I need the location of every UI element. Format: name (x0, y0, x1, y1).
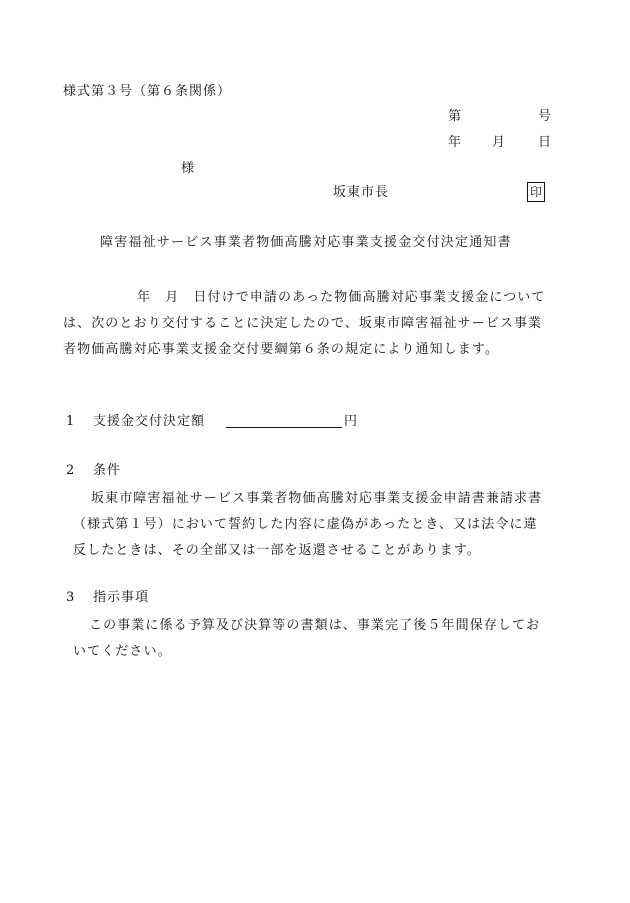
section-3-line-2: いてください。 (73, 644, 172, 659)
document-number-suffix: 号 (538, 109, 552, 124)
document-number-prefix: 第 (448, 109, 462, 124)
seal-mark: 印 (527, 182, 545, 202)
addressee-honorific: 様 (181, 161, 195, 176)
date-day-label: 日 (538, 135, 552, 150)
section-1-title: 支援金交付決定額 (93, 414, 206, 429)
section-3-title: 指示事項 (93, 590, 150, 605)
section-2-title: 条件 (93, 463, 122, 478)
intro-line-3: 者物価高騰対応事業支援金交付要綱第６条の規定により通知します。 (63, 342, 500, 357)
section-1-number: 1 (66, 414, 75, 429)
section-2-line-1: 坂東市障害福祉サービス事業者物価高騰対応事業支援金申請書兼請求書 (91, 491, 543, 506)
section-3-line-1: この事業に係る予算及び決算等の書類は、事業完了後５年間保存してお (89, 618, 541, 633)
amount-unit: 円 (344, 414, 358, 429)
section-2-paragraph (63, 486, 573, 564)
amount-blank-line (226, 427, 342, 428)
section-3-paragraph (63, 613, 573, 665)
intro-line-1: 年 月 日付けで申請のあった物価高騰対応事業支援金について (137, 290, 546, 305)
date-month-label: 月 (492, 135, 506, 150)
section-2-line-2: （様式第１号）において誓約した内容に虚偽があったとき、又は法令に違 (73, 517, 538, 532)
intro-paragraph (63, 285, 573, 363)
document-title: 障害福祉サービス事業者物価高騰対応事業支援金交付決定通知書 (100, 235, 512, 250)
form-label: 様式第３号（第６条関係） (63, 84, 232, 99)
intro-line-2: は、次のとおり交付することに決定したので、坂東市障害福祉サービス事業 (63, 316, 543, 331)
section-3-number: 3 (66, 590, 75, 605)
section-2-line-3: 反したときは、その全部又は一部を返還させることがあります。 (73, 543, 481, 558)
sender-name: 坂東市長 (333, 185, 390, 200)
date-year-label: 年 (448, 135, 462, 150)
section-2-number: 2 (66, 463, 75, 478)
